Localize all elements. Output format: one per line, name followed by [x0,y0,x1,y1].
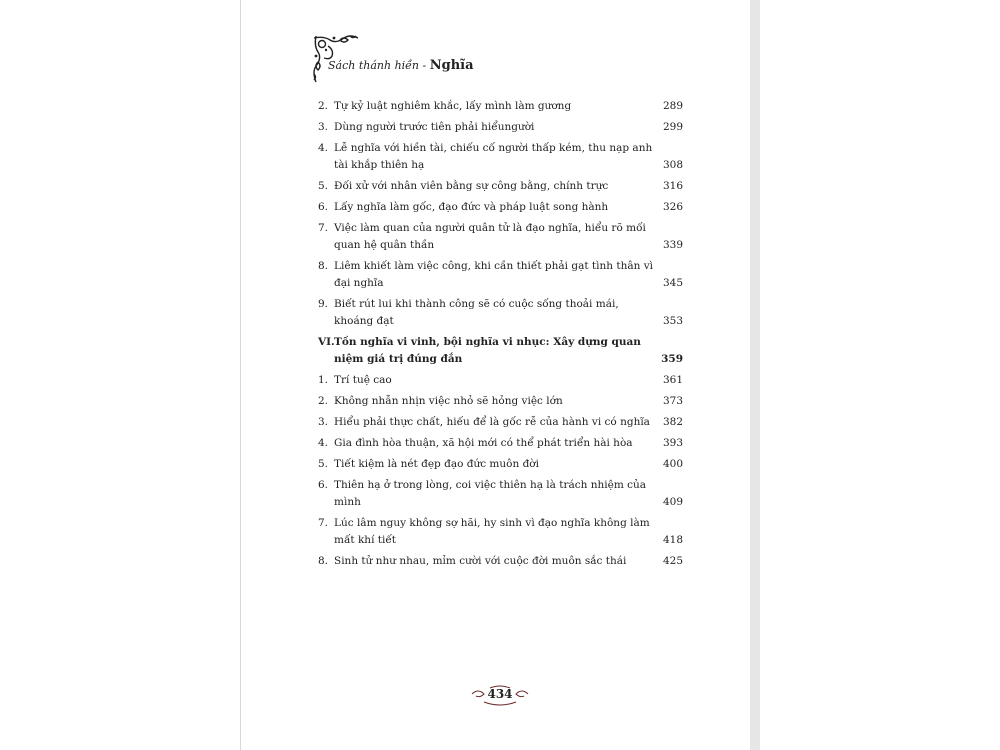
toc-entry-page: 425 [662,555,683,567]
toc-entry-number: 4. [318,142,329,154]
toc-entry [318,98,683,115]
toc-entry [318,372,683,389]
toc-entry-number: 3. [318,416,329,428]
toc-entry-page: 418 [662,534,683,546]
toc-entry-number: 5. [318,458,329,470]
toc-entry [318,199,683,216]
toc-entry-page: 316 [662,180,683,192]
running-header [310,32,510,92]
toc-entry-title: Trí tuệ cao [334,374,392,386]
toc-entry-number: 5. [318,180,329,192]
toc-entry-page: 382 [662,416,683,428]
toc-entry-number: 8. [318,555,329,567]
table-of-contents [318,98,683,574]
toc-entry-title: Không nhẫn nhịn việc nhỏ sẽ hỏng việc lớn [334,395,563,407]
page-number: 434 [487,687,513,701]
toc-entry-title: Tồn nghĩa vi vinh, bội nghĩa vi nhục: Xây dựng quan niệm giá trị đúng đắn [334,336,641,365]
toc-entry-page: 339 [662,239,683,251]
header-book-name: Sách thánh hiền - [328,59,430,72]
toc-entry-title: Gia đình hòa thuận, xã hội mới có thể phát triển hài hòa [334,437,633,449]
toc-entry-page: 299 [662,121,683,133]
toc-entry [318,220,683,254]
toc-entry [318,178,683,195]
toc-entry-title: Sinh tử như nhau, mỉm cười với cuộc đời muôn sắc thái [334,555,627,567]
toc-entry-title: Biết rút lui khi thành công sẽ có cuộc sống thoải mái, khoáng đạt [334,298,619,327]
toc-entry [318,435,683,452]
toc-entry-title: Lễ nghĩa với hiền tài, chiếu cố người thấp kém, thu nạp anh tài khắp thiên hạ [334,142,653,171]
toc-entry-page: 361 [662,374,683,386]
toc-entry-number: VI. [318,336,335,348]
toc-entry-page: 393 [662,437,683,449]
toc-entry-number: 9. [318,298,329,310]
toc-entry-number: 2. [318,395,329,407]
toc-entry [318,334,683,368]
toc-entry-number: 6. [318,201,329,213]
toc-entry-page: 409 [662,496,683,508]
toc-entry-page: 308 [662,159,683,171]
toc-entry-number: 8. [318,260,329,272]
toc-entry-number: 6. [318,479,329,491]
toc-entry [318,456,683,473]
toc-entry-title: Việc làm quan của người quân tử là đạo nghĩa, hiểu rõ mối quan hệ quân thần [334,222,646,251]
toc-entry-page: 289 [662,100,683,112]
toc-entry-number: 7. [318,517,329,529]
page-footer [470,684,530,708]
toc-entry-page: 400 [662,458,683,470]
toc-entry-title: Đối xử với nhân viên bằng sự công bằng, chính trực [334,180,609,192]
toc-entry [318,258,683,292]
toc-entry [318,393,683,410]
toc-entry-page: 373 [662,395,683,407]
toc-entry-title: Lúc lâm nguy không sợ hãi, hy sinh vì đạo nghĩa không làm mất khí tiết [334,517,650,546]
toc-entry-title: Liêm khiết làm việc công, khi cần thiết phải gạt tình thân vì đại nghĩa [334,260,653,289]
toc-entry-title: Tiết kiệm là nét đẹp đạo đức muôn đời [334,458,539,470]
toc-entry-title: Lấy nghĩa làm gốc, đạo đức và pháp luật song hành [334,201,609,213]
toc-entry-page: 345 [662,277,683,289]
toc-entry-title: Dùng người trước tiên phải hiểungười [334,121,535,133]
toc-entry-title: Tự kỷ luật nghiêm khắc, lấy mình làm gương [334,100,572,112]
toc-entry-number: 7. [318,222,329,234]
toc-entry [318,553,683,570]
header-volume-name: Nghĩa [429,58,474,73]
header-title [328,58,474,73]
toc-entry [318,140,683,174]
toc-entry-number: 3. [318,121,329,133]
toc-entry [318,477,683,511]
toc-entry-number: 2. [318,100,329,112]
toc-entry [318,515,683,549]
toc-entry [318,414,683,431]
toc-entry-page: 359 [661,353,683,365]
toc-entry-title: Thiên hạ ở trong lòng, coi việc thiên hạ là trách nhiệm của mình [334,479,647,508]
toc-entry-page: 326 [662,201,683,213]
toc-entry-title: Hiểu phải thực chất, hiếu để là gốc rễ của hành vi có nghĩa [334,416,650,428]
toc-entry-page: 353 [662,315,683,327]
toc-entry-number: 1. [318,374,329,386]
page-edge [750,0,760,750]
toc-entry [318,296,683,330]
toc-entry [318,119,683,136]
toc-entry-number: 4. [318,437,329,449]
